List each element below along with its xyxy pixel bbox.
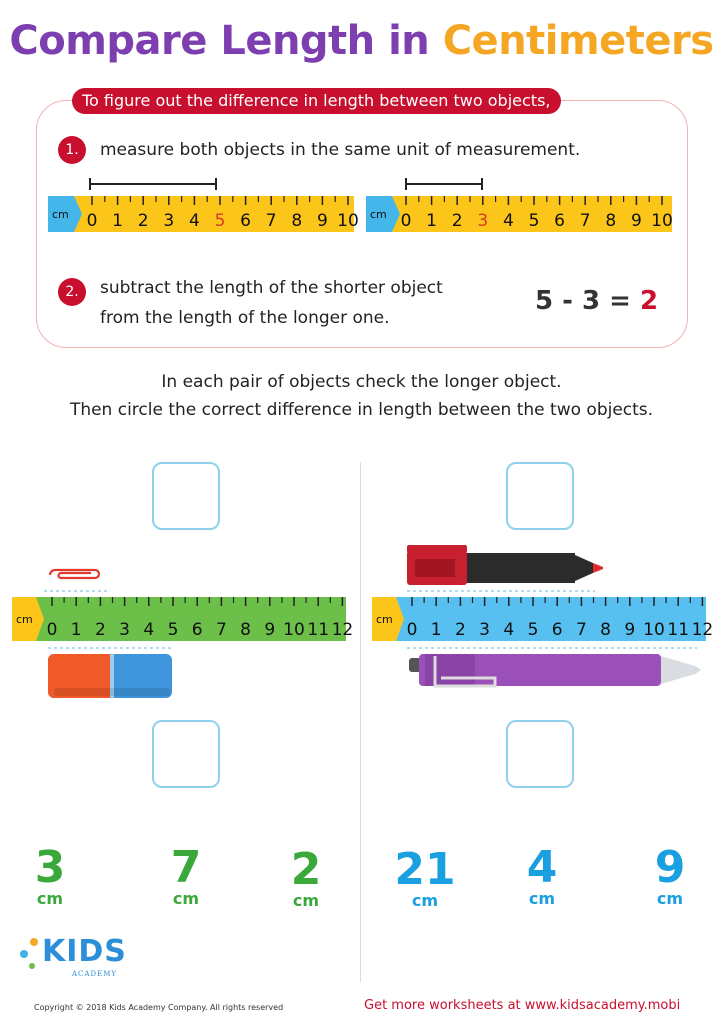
ruler-tick-label: 0	[46, 620, 58, 640]
ruler-tick-label: 1	[112, 211, 124, 231]
answer-option-2cm[interactable]	[276, 844, 336, 910]
column-divider	[360, 462, 361, 982]
step-2-line-1: subtract the length of the shorter object	[100, 278, 443, 298]
answer-option-4cm[interactable]	[512, 842, 572, 908]
ruler-unit-label: cm	[370, 208, 387, 221]
answer-option-9cm[interactable]	[640, 842, 700, 908]
ruler-tick-label: 10	[651, 211, 673, 231]
ruler-tick-label: 1	[430, 620, 442, 640]
logo-splash-icon	[16, 936, 42, 976]
ruler-tick-label: 11	[667, 620, 690, 640]
marker-icon	[405, 543, 605, 585]
ruler-tick-label: 7	[579, 211, 591, 231]
ruler-tick-label: 6	[191, 620, 203, 640]
instructions	[0, 368, 723, 424]
ruler-tick-label: 3	[119, 620, 131, 640]
paperclip-icon	[44, 566, 104, 584]
answer-unit: cm	[292, 891, 320, 910]
answer-unit: cm	[172, 889, 200, 908]
ruler-tick-label: 2	[137, 211, 149, 231]
ruler-tick-label: 9	[316, 211, 328, 231]
ruler-unit-label: cm	[52, 208, 69, 221]
ruler-tick-label: 3	[477, 211, 489, 231]
answer-value: 21	[394, 844, 456, 895]
instructions-line-1: In each pair of objects check the longer object.	[161, 372, 562, 392]
ruler-tick-label: 2	[94, 620, 106, 640]
ruler-tick-label: 5	[167, 620, 179, 640]
ruler-tick-label: 8	[600, 620, 612, 640]
ruler-tick-label: 11	[307, 620, 330, 640]
green-ruler	[12, 597, 354, 641]
marker-guide	[405, 587, 605, 595]
ruler-svg	[372, 597, 714, 641]
ruler-tick-label: 4	[503, 620, 515, 640]
copyright-text: Copyright © 2018 Kids Academy Company. All rights reserved	[34, 1003, 284, 1012]
ruler-unit-label: cm	[16, 613, 33, 626]
checkbox-marker[interactable]	[506, 462, 574, 530]
answer-option-3cm[interactable]	[20, 842, 80, 908]
title-part-1: Compare Length in	[9, 18, 430, 64]
checkbox-paperclip[interactable]	[152, 462, 220, 530]
answer-unit: cm	[656, 889, 684, 908]
answer-unit: cm	[528, 889, 556, 908]
step-1-text: measure both objects in the same unit of measurement.	[100, 140, 581, 160]
ruler-tick-label: 0	[406, 620, 418, 640]
ruler-svg	[12, 597, 354, 641]
ruler-svg	[366, 196, 672, 232]
answer-value: 4	[526, 842, 558, 893]
ruler-tick-label: 8	[605, 211, 617, 231]
eraser-icon	[46, 652, 176, 700]
title-part-2: Centimeters	[442, 18, 714, 64]
ruler-tick-label: 5	[528, 211, 540, 231]
ruler-tick-label: 5	[214, 211, 226, 231]
example-ruler-2	[366, 196, 672, 232]
ruler-tick-label: 5	[527, 620, 539, 640]
worksheets-link[interactable]: Get more worksheets at www.kidsacademy.mobi	[364, 998, 681, 1013]
ruler-tick-label: 9	[624, 620, 636, 640]
paperclip-guide	[44, 587, 174, 595]
answer-value: 7	[170, 842, 202, 893]
checkbox-pen[interactable]	[506, 720, 574, 788]
ruler-tick-label: 8	[291, 211, 303, 231]
step-2-badge: 2.	[58, 278, 86, 306]
ruler-tick-label: 4	[502, 211, 514, 231]
ruler-tick-label: 4	[188, 211, 200, 231]
ruler-tick-label: 10	[337, 211, 359, 231]
ruler-tick-label: 0	[400, 211, 412, 231]
page-title	[0, 18, 723, 64]
ruler-tick-label: 10	[283, 620, 305, 640]
intro-banner: To figure out the difference in length between two objects,	[72, 88, 561, 114]
answer-value: 9	[654, 842, 686, 893]
pen-icon	[405, 650, 705, 692]
answer-unit: cm	[411, 891, 439, 910]
example-equation	[535, 286, 658, 316]
example-measure-bars	[80, 174, 500, 194]
equation-answer: 2	[639, 286, 659, 316]
kids-academy-logo	[16, 930, 136, 990]
step-2-line-2: from the length of the longer one.	[100, 308, 390, 328]
answer-option-7cm[interactable]	[156, 842, 216, 908]
answer-value: 3	[34, 842, 66, 893]
ruler-tick-label: 3	[479, 620, 491, 640]
logo-text: KIDS	[42, 934, 127, 969]
ruler-tick-label: 3	[163, 211, 175, 231]
ruler-tick-label: 6	[551, 620, 563, 640]
ruler-tick-label: 2	[451, 211, 463, 231]
ruler-tick-label: 6	[554, 211, 566, 231]
ruler-tick-label: 0	[86, 211, 98, 231]
instructions-line-2: Then circle the correct difference in length between the two objects.	[69, 400, 654, 420]
ruler-tick-label: 6	[240, 211, 252, 231]
example-ruler-1	[48, 196, 359, 232]
ruler-tick-label: 12	[691, 620, 714, 640]
ruler-tick-label: 7	[215, 620, 227, 640]
ruler-tick-label: 2	[454, 620, 466, 640]
eraser-guide	[44, 644, 176, 652]
ruler-tick-label: 4	[143, 620, 155, 640]
ruler-tick-label: 1	[70, 620, 82, 640]
ruler-tick-label: 7	[575, 620, 587, 640]
ruler-tick-label: 9	[264, 620, 276, 640]
answer-option-21cm[interactable]	[390, 844, 460, 910]
ruler-tick-label: 8	[240, 620, 252, 640]
ruler-unit-label: cm	[376, 613, 393, 626]
equation-text: 5 - 3 =	[535, 286, 631, 316]
ruler-body	[366, 196, 672, 232]
ruler-tick-label: 9	[630, 211, 642, 231]
answer-unit: cm	[36, 889, 64, 908]
ruler-tick-label: 10	[643, 620, 665, 640]
ruler-tick-label: 1	[426, 211, 438, 231]
answer-value: 2	[290, 844, 322, 895]
step-1-badge: 1.	[58, 136, 86, 164]
blue-ruler	[372, 597, 714, 641]
ruler-tick-label: 7	[265, 211, 277, 231]
ruler-svg	[48, 196, 359, 232]
checkbox-eraser[interactable]	[152, 720, 220, 788]
ruler-tick-label: 12	[331, 620, 354, 640]
logo-subtext: ACADEMY	[72, 970, 117, 978]
